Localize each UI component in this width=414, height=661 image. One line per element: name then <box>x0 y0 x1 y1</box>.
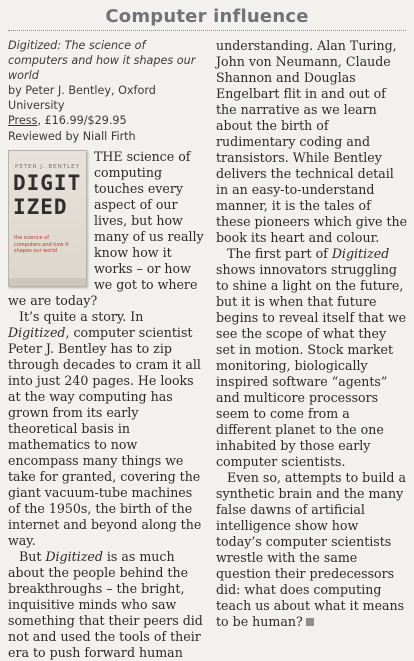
book-prices: , £16.99/$29.95 <box>37 114 127 127</box>
paragraph-3-continued: understanding. Alan Turing, John von Neumann, Claude Shannon and Douglas Engelbart flit in and out of the narrative as we learn about the birth of rudimentary coding and transistors. While Bentley delivers the technical detail in an easy-to-understand manner, it is the tales of these pioneers which give the book its heart and colour. <box>216 38 408 245</box>
paragraph-3 <box>8 549 208 661</box>
paragraph-2 <box>8 309 208 549</box>
cover-stripe <box>9 278 86 286</box>
headline: Computer influence <box>105 6 309 27</box>
book-press: Press <box>8 114 38 127</box>
paragraph-4-part-b: shows innovators struggling to shine a light on the future, but it is when that future begins to reveal itself that we see the scope of what they set in motion. Stock market monitoring, biologically inspired software “agents” and multicore processors seem to come from a different planet to the one inhabited by those early computer scientists. <box>216 262 407 469</box>
cover-author: PETER J. BENTLEY <box>15 164 80 170</box>
book-by: by <box>8 84 22 97</box>
paragraph-3-part-a: But <box>19 549 46 564</box>
paragraph-3-book-title: Digitized <box>45 549 103 564</box>
paragraph-2-book-title: Digitized <box>8 325 66 340</box>
paragraph-3-part-b: is as much about the people behind the breakthroughs – the bright, inquisitive minds who saw something that their peers did not and used the tools of their era to push forward human <box>8 549 203 660</box>
reviewer-byline: Reviewed by Niall Firth <box>8 130 136 143</box>
paragraph-1: THE science of computing touches every aspect of our lives, but how many of us really know how it works – or how we got to where we are today? <box>8 149 204 308</box>
cover-title-line2: IZED <box>13 195 68 219</box>
cover-subtitle: the science of computers and how it shapes our world <box>14 235 69 254</box>
paragraph-4-book-title: Digitized <box>331 246 390 261</box>
left-column <box>8 38 208 661</box>
paragraph-5-text: Even so, attempts to build a synthetic brain and the many false dawns of artificial intelligence show how today’s computer scientists wrestle with the same question their predecessors did: what does computing teach us about what it means to be human? <box>216 470 406 629</box>
paragraph-2-part-b: , computer scientist Peter J. Bentley has to zip through decades to cram it all into just 240 pages. He looks at the way computing has grown from its early theoretical basis in mathematics to now encompass many things we take for granted, covering the giant vacuum-tube machines of the 1950s, the birth of the internet and beyond along the way. <box>8 325 202 548</box>
paragraph-4 <box>216 246 408 470</box>
end-mark <box>306 618 314 626</box>
intro-block <box>8 149 208 309</box>
book-author-publisher: Peter J. Bentley, Oxford University <box>8 84 156 112</box>
cover-title-line1: DIGIT <box>13 171 82 195</box>
divider-rule <box>8 30 406 31</box>
book-cover-image <box>8 150 87 287</box>
book-info <box>8 38 208 128</box>
paragraph-5 <box>216 470 408 630</box>
book-publisher-line <box>8 83 208 128</box>
paragraph-4-part-a: The first part of <box>227 246 332 261</box>
book-title: Digitized: The science of computers and how it shapes our world <box>8 39 196 82</box>
right-column <box>216 38 408 630</box>
paragraph-2-part-a: It’s quite a story. In <box>19 309 144 324</box>
